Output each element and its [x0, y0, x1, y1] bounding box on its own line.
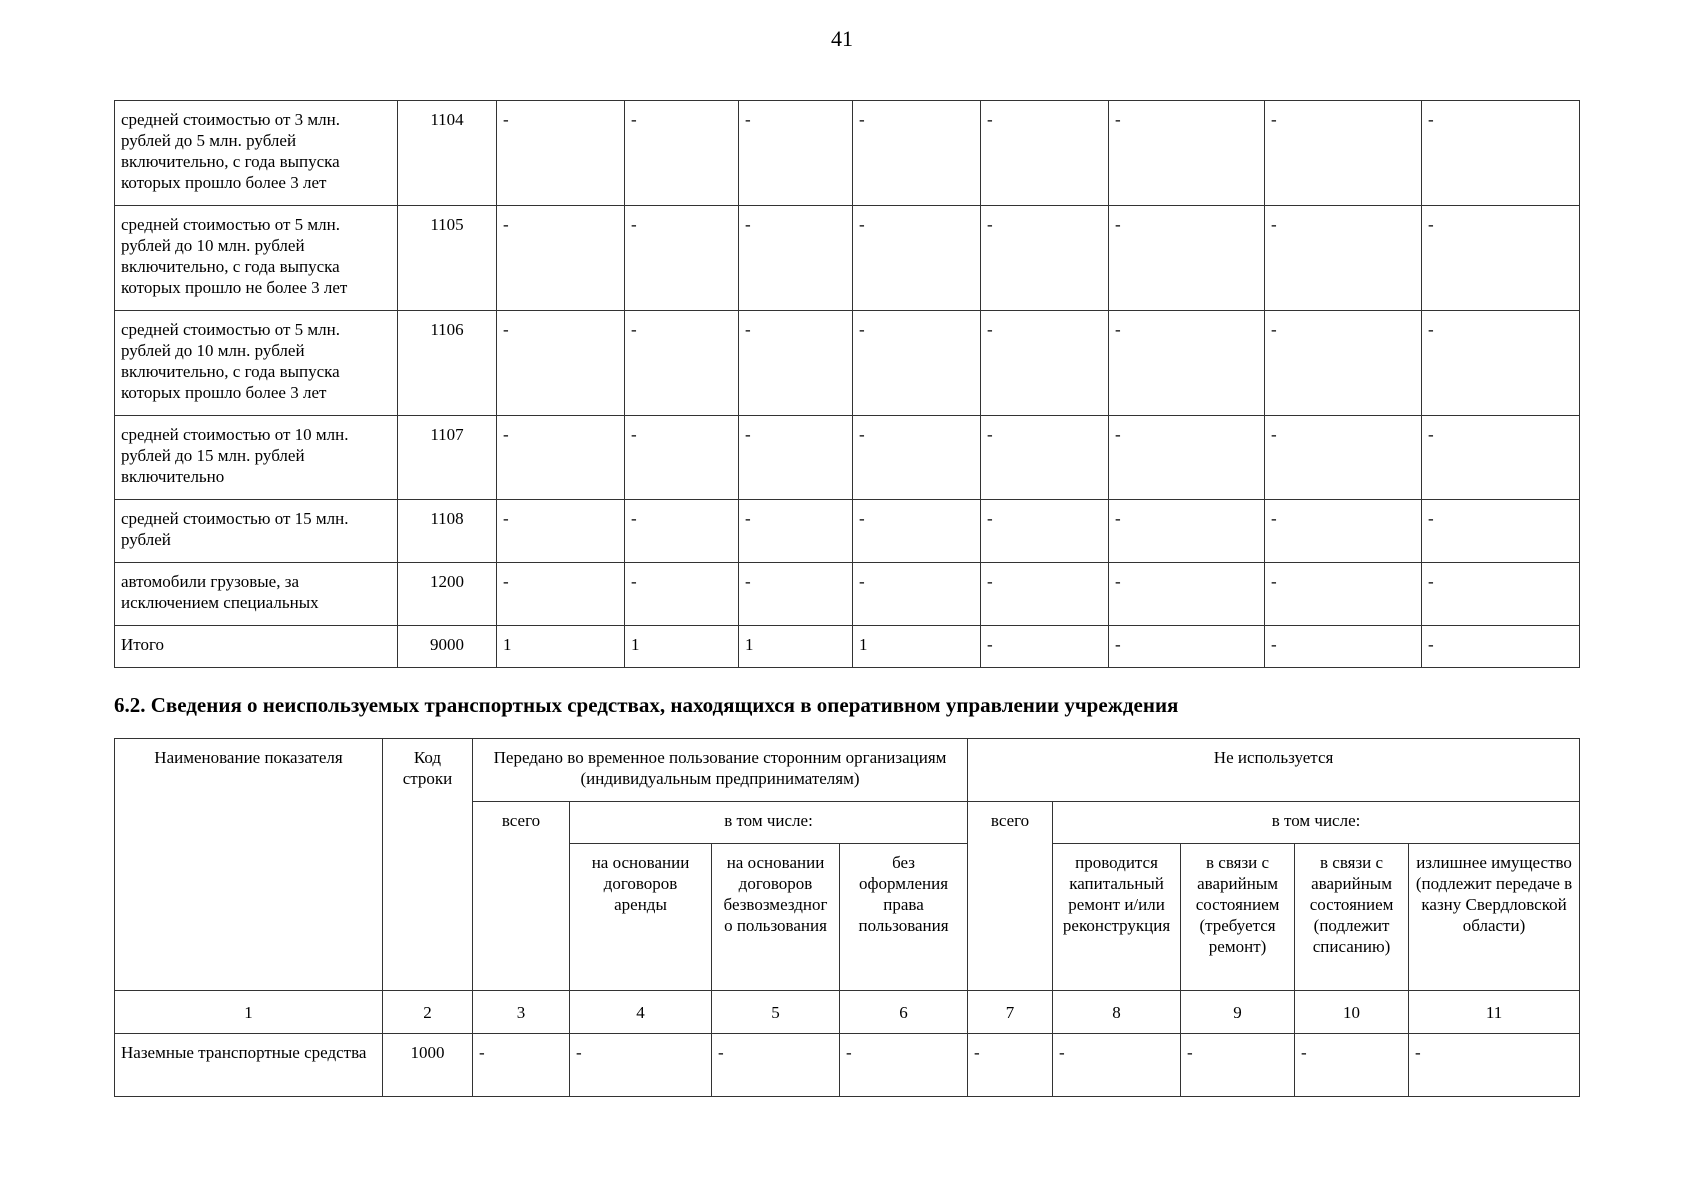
- cell-value: -: [739, 563, 853, 626]
- row-code: 9000: [398, 626, 497, 668]
- cell-value: -: [473, 1034, 570, 1097]
- column-number: 2: [383, 991, 473, 1034]
- row-code: 1106: [398, 311, 497, 416]
- cell-value: -: [739, 206, 853, 311]
- table-row: [115, 416, 1580, 500]
- cell-value: -: [1422, 101, 1580, 206]
- indicator-name: автомобили грузовые, за исключением специальных: [115, 563, 398, 626]
- cell-value: -: [739, 500, 853, 563]
- column-number: 10: [1295, 991, 1409, 1034]
- indicator-name: Итого: [115, 626, 398, 668]
- cell-value: -: [497, 500, 625, 563]
- table-row: [115, 500, 1580, 563]
- cell-value: -: [497, 416, 625, 500]
- cell-value: -: [739, 416, 853, 500]
- header-col-5: на основании договоров безвозмездног о пользования: [712, 844, 840, 991]
- cell-value: -: [1265, 626, 1422, 668]
- cell-value: -: [1265, 563, 1422, 626]
- cell-value: -: [853, 206, 981, 311]
- indicator-name: средней стоимостью от 15 млн. рублей: [115, 500, 398, 563]
- cell-value: -: [1109, 416, 1265, 500]
- row-code: 1200: [398, 563, 497, 626]
- cell-value: -: [853, 416, 981, 500]
- table-row: [115, 311, 1580, 416]
- table-row: [115, 563, 1580, 626]
- cell-value: -: [981, 311, 1109, 416]
- header-including-transferred: в том числе:: [570, 802, 968, 844]
- cell-value: -: [1109, 500, 1265, 563]
- cell-value: 1: [739, 626, 853, 668]
- cell-value: -: [981, 500, 1109, 563]
- header-col-8: проводится капитальный ремонт и/или реконструкция: [1053, 844, 1181, 991]
- cell-value: -: [968, 1034, 1053, 1097]
- column-number: 7: [968, 991, 1053, 1034]
- cell-value: 1: [497, 626, 625, 668]
- header-not-used: Не используется: [968, 739, 1580, 802]
- table-row: [115, 206, 1580, 311]
- header-col-10: в связи с аварийным состоянием (подлежит списанию): [1295, 844, 1409, 991]
- cell-value: -: [625, 500, 739, 563]
- cell-value: -: [1109, 206, 1265, 311]
- indicator-name: средней стоимостью от 5 млн. рублей до 10 млн. рублей включительно, с года выпуска которых прошло не более 3 лет: [115, 206, 398, 311]
- row-code: 1104: [398, 101, 497, 206]
- cell-value: -: [497, 206, 625, 311]
- cell-value: -: [1109, 311, 1265, 416]
- header-name: Наименование показателя: [115, 739, 383, 991]
- cell-value: -: [853, 101, 981, 206]
- header-col-6: без оформления права пользования: [840, 844, 968, 991]
- indicator-name: средней стоимостью от 10 млн. рублей до 15 млн. рублей включительно: [115, 416, 398, 500]
- indicator-name: Наземные транспортные средства: [115, 1034, 383, 1097]
- column-number: 11: [1409, 991, 1580, 1034]
- cell-value: -: [570, 1034, 712, 1097]
- cell-value: -: [497, 563, 625, 626]
- cell-value: -: [1422, 563, 1580, 626]
- cell-value: -: [625, 416, 739, 500]
- cell-value: -: [853, 311, 981, 416]
- indicator-name: средней стоимостью от 3 млн. рублей до 5 млн. рублей включительно, с года выпуска которых прошло более 3 лет: [115, 101, 398, 206]
- vehicles-table-continued: [114, 100, 1580, 668]
- row-code: 1000: [383, 1034, 473, 1097]
- cell-value: -: [981, 416, 1109, 500]
- indicator-name: средней стоимостью от 5 млн. рублей до 10 млн. рублей включительно, с года выпуска которых прошло более 3 лет: [115, 311, 398, 416]
- cell-value: -: [1295, 1034, 1409, 1097]
- cell-value: -: [1265, 500, 1422, 563]
- cell-value: -: [1265, 311, 1422, 416]
- cell-value: -: [1265, 101, 1422, 206]
- column-number: 8: [1053, 991, 1181, 1034]
- cell-value: -: [1422, 500, 1580, 563]
- row-code: 1107: [398, 416, 497, 500]
- cell-value: -: [1181, 1034, 1295, 1097]
- header-code: Код строки: [383, 739, 473, 991]
- cell-value: -: [840, 1034, 968, 1097]
- table-row: [115, 1034, 1580, 1097]
- cell-value: -: [739, 101, 853, 206]
- header-col-9: в связи с аварийным состоянием (требуется ремонт): [1181, 844, 1295, 991]
- column-number: 9: [1181, 991, 1295, 1034]
- cell-value: -: [625, 563, 739, 626]
- cell-value: 1: [853, 626, 981, 668]
- unused-vehicles-table: [114, 738, 1580, 1097]
- header-total-transferred: всего: [473, 802, 570, 991]
- cell-value: -: [625, 206, 739, 311]
- cell-value: -: [497, 101, 625, 206]
- cell-value: -: [1422, 626, 1580, 668]
- page-number: 41: [831, 26, 853, 51]
- cell-value: -: [981, 101, 1109, 206]
- cell-value: -: [981, 626, 1109, 668]
- header-total-not-used: всего: [968, 802, 1053, 991]
- cell-value: -: [625, 311, 739, 416]
- cell-value: -: [497, 311, 625, 416]
- section-heading: 6.2. Сведения о неиспользуемых транспортных средствах, находящихся в оперативном управлении учреждения: [114, 693, 1179, 717]
- table-row: [115, 101, 1580, 206]
- cell-value: -: [853, 500, 981, 563]
- cell-value: -: [1109, 626, 1265, 668]
- header-col-4: на основании договоров аренды: [570, 844, 712, 991]
- column-number: 5: [712, 991, 840, 1034]
- column-number: 6: [840, 991, 968, 1034]
- cell-value: -: [981, 563, 1109, 626]
- column-number: 4: [570, 991, 712, 1034]
- column-number: 1: [115, 991, 383, 1034]
- column-number: 3: [473, 991, 570, 1034]
- row-code: 1105: [398, 206, 497, 311]
- table-row: [115, 626, 1580, 668]
- header-transferred: Передано во временное пользование сторонним организациям (индивидуальным предпринимателям): [473, 739, 968, 802]
- cell-value: -: [1109, 101, 1265, 206]
- row-code: 1108: [398, 500, 497, 563]
- cell-value: -: [1109, 563, 1265, 626]
- cell-value: -: [712, 1034, 840, 1097]
- cell-value: -: [1265, 416, 1422, 500]
- cell-value: -: [1422, 206, 1580, 311]
- cell-value: -: [853, 563, 981, 626]
- cell-value: -: [1265, 206, 1422, 311]
- cell-value: -: [1053, 1034, 1181, 1097]
- cell-value: -: [1422, 311, 1580, 416]
- cell-value: -: [981, 206, 1109, 311]
- header-row-1: [115, 739, 1580, 802]
- cell-value: -: [1409, 1034, 1580, 1097]
- cell-value: -: [625, 101, 739, 206]
- cell-value: -: [1422, 416, 1580, 500]
- header-col-11: излишнее имущество (подлежит передаче в казну Свердловской области): [1409, 844, 1580, 991]
- header-including-not-used: в том числе:: [1053, 802, 1580, 844]
- cell-value: -: [739, 311, 853, 416]
- column-numbers-row: [115, 991, 1580, 1034]
- cell-value: 1: [625, 626, 739, 668]
